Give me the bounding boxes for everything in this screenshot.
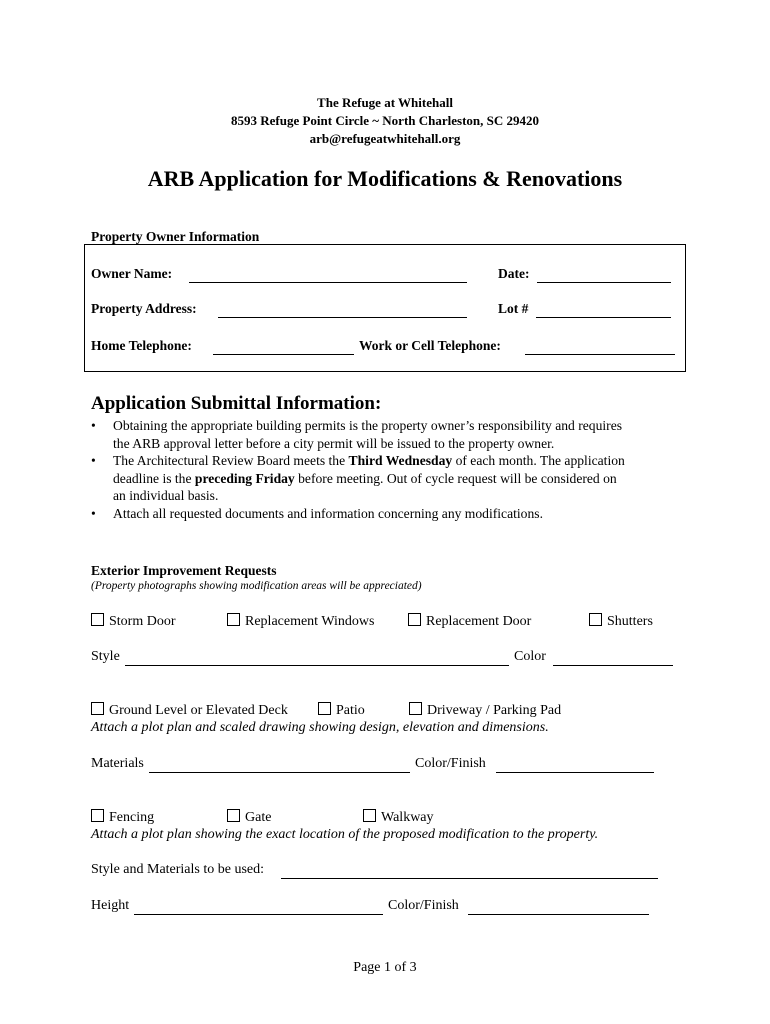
home-phone-field[interactable] [213,340,354,355]
owner-name-field[interactable] [189,268,467,283]
storm-door-checkbox[interactable]: Storm Door [91,613,176,630]
org-name: The Refuge at Whitehall [317,95,453,110]
fencing-instruction: Attach a plot plan showing the exact location of the proposed modification to the property. [91,827,599,842]
color-finish-label-2: Color/Finish [388,898,459,913]
replacement-windows-checkbox[interactable]: Replacement Windows [227,613,374,630]
style-materials-label: Style and Materials to be used: [91,862,265,877]
list-item: • Obtaining the appropriate building permits is the property owner’s responsibility and requires the ARB approval letter before a city permit will be issued to the property owner. [91,418,623,451]
materials-label: Materials [91,756,144,771]
replacement-door-checkbox[interactable]: Replacement Door [408,613,531,630]
checkbox-icon [409,702,422,715]
org-email: arb@refugeatwhitehall.org [309,131,461,146]
color-finish-field[interactable] [496,758,654,773]
bullet-icon: • [91,505,96,521]
deck-instruction: Attach a plot plan and scaled drawing showing design, elevation and dimensions. [91,720,549,735]
date-label: Date: [498,266,530,281]
submittal-heading: Application Submittal Information: [91,393,382,414]
color-finish-field-2[interactable] [468,900,649,915]
page-number: Page 1 of 3 [353,960,417,975]
checkbox-icon [408,613,421,626]
property-address-label: Property Address: [91,301,197,316]
exterior-note: (Property photographs showing modification areas will be appreciated) [91,580,422,592]
date-field[interactable] [537,268,671,283]
shutters-checkbox[interactable]: Shutters [589,613,653,630]
walkway-checkbox[interactable]: Walkway [363,809,434,826]
color-field[interactable] [553,651,673,666]
list-item: • Attach all requested documents and information concerning any modifications. [91,505,543,521]
checkbox-icon [363,809,376,822]
property-address-field[interactable] [218,303,467,318]
checkbox-icon [91,702,104,715]
exterior-heading: Exterior Improvement Requests [91,563,277,578]
home-phone-label: Home Telephone: [91,338,192,353]
height-field[interactable] [134,900,383,915]
checkbox-icon [91,613,104,626]
lot-field[interactable] [536,303,671,318]
owner-name-label: Owner Name: [91,266,173,281]
driveway-checkbox[interactable]: Driveway / Parking Pad [409,702,561,719]
work-phone-label: Work or Cell Telephone: [359,338,501,353]
height-label: Height [91,898,130,913]
list-item: • The Architectural Review Board meets the Third Wednesday of each month. The application deadline is the preceding Friday before meeting. Out of cycle request will be considered on an individual basis. [91,453,625,504]
style-label: Style [91,649,120,664]
checkbox-icon [589,613,602,626]
deck-checkbox[interactable]: Ground Level or Elevated Deck [91,702,288,719]
page-title: ARB Application for Modifications & Renovations [147,166,623,191]
submittal-bullets [91,417,691,523]
color-finish-label: Color/Finish [415,756,486,771]
lot-label: Lot # [498,301,529,316]
work-phone-field[interactable] [525,340,675,355]
bullet-icon: • [91,418,96,433]
checkbox-icon [318,702,331,715]
checkbox-icon [227,809,240,822]
materials-field[interactable] [149,758,410,773]
patio-checkbox[interactable]: Patio [318,702,365,719]
fencing-checkbox[interactable]: Fencing [91,809,154,826]
gate-checkbox[interactable]: Gate [227,809,271,826]
checkbox-icon [227,613,240,626]
org-address: 8593 Refuge Point Circle ~ North Charleston, SC 29420 [230,113,540,128]
style-field[interactable] [125,651,509,666]
owner-info-label: Property Owner Information [91,229,260,244]
style-materials-field[interactable] [281,864,658,879]
bullet-icon: • [91,453,96,469]
color-label: Color [514,649,546,664]
checkbox-icon [91,809,104,822]
